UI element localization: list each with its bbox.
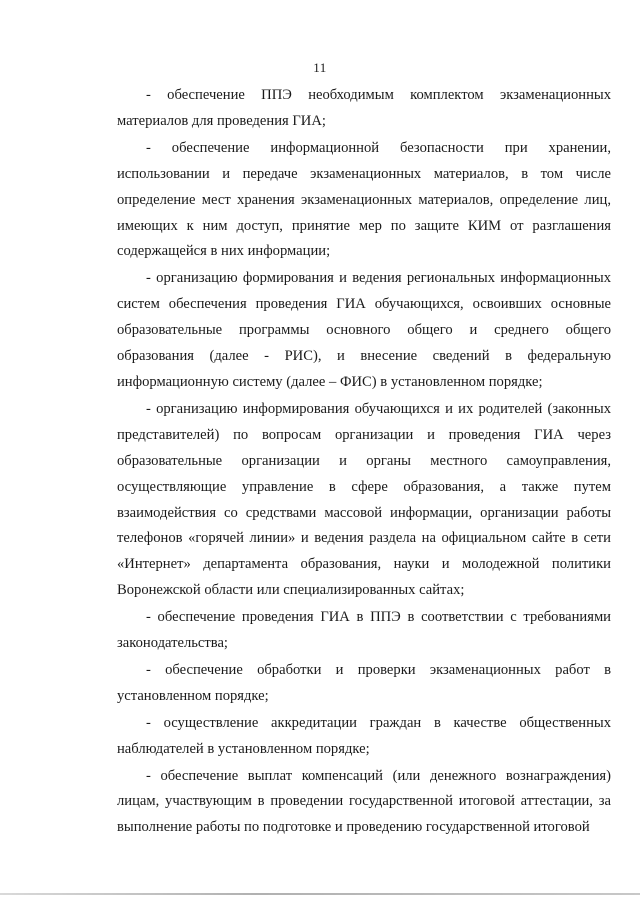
paragraph-compensation-payments: - обеспечение выплат компенсаций (или денежного вознаграждения) лицам, участвующим в проведении государственной итоговой аттестации, за выполнение работы по подготовке и проведению государственной итоговой	[117, 767, 611, 836]
paragraph-ppe-materials: - обеспечение ППЭ необходимым комплектом экзаменационных материалов для проведения ГИА;	[117, 87, 611, 129]
document-body	[117, 83, 611, 842]
paragraph-observer-accreditation: - осуществление аккредитации граждан в качестве общественных наблюдателей в установленном порядке;	[117, 714, 611, 757]
paragraph-regional-information-systems: - организацию формирования и ведения региональных информационных систем обеспечения проведения ГИА обучающихся, освоивших основные образовательные программы основного общего и среднего общего образования (далее - РИС), и внесение сведений в федеральную информационную систему (далее – ФИС) в установленном порядке;	[117, 270, 611, 390]
paragraph-information-security: - обеспечение информационной безопасности при хранении, использовании и передаче экзаменационных материалов, в том числе определение мест хранения экзаменационных материалов, определение лиц, имеющих к ним доступ, принятие мер по защите КИМ от разглашения содержащейся в них информации;	[117, 139, 611, 260]
page-number: 11	[313, 60, 327, 75]
paragraph-processing-works: - обеспечение обработки и проверки экзаменационных работ в установленном порядке;	[117, 661, 611, 704]
paragraph-gia-in-ppe: - обеспечение проведения ГИА в ППЭ в соответствии с требованиями законодательства;	[117, 609, 611, 652]
scan-bottom-edge	[0, 893, 640, 895]
paragraph-informing-students: - организацию информирования обучающихся и их родителей (законных представителей) по вопросам организации и проведения ГИА через образовательные организации и органы местного самоуправления, осуществляющие управление в сфере образования, а также путем взаимодействия со средствами массовой информации, организации работы телефонов «горячей линии» и ведения раздела на официальном сайте в сети «Интернет» департамента образования, науки и молодежной политики Воронежской области или специализированных сайтах;	[117, 400, 611, 599]
